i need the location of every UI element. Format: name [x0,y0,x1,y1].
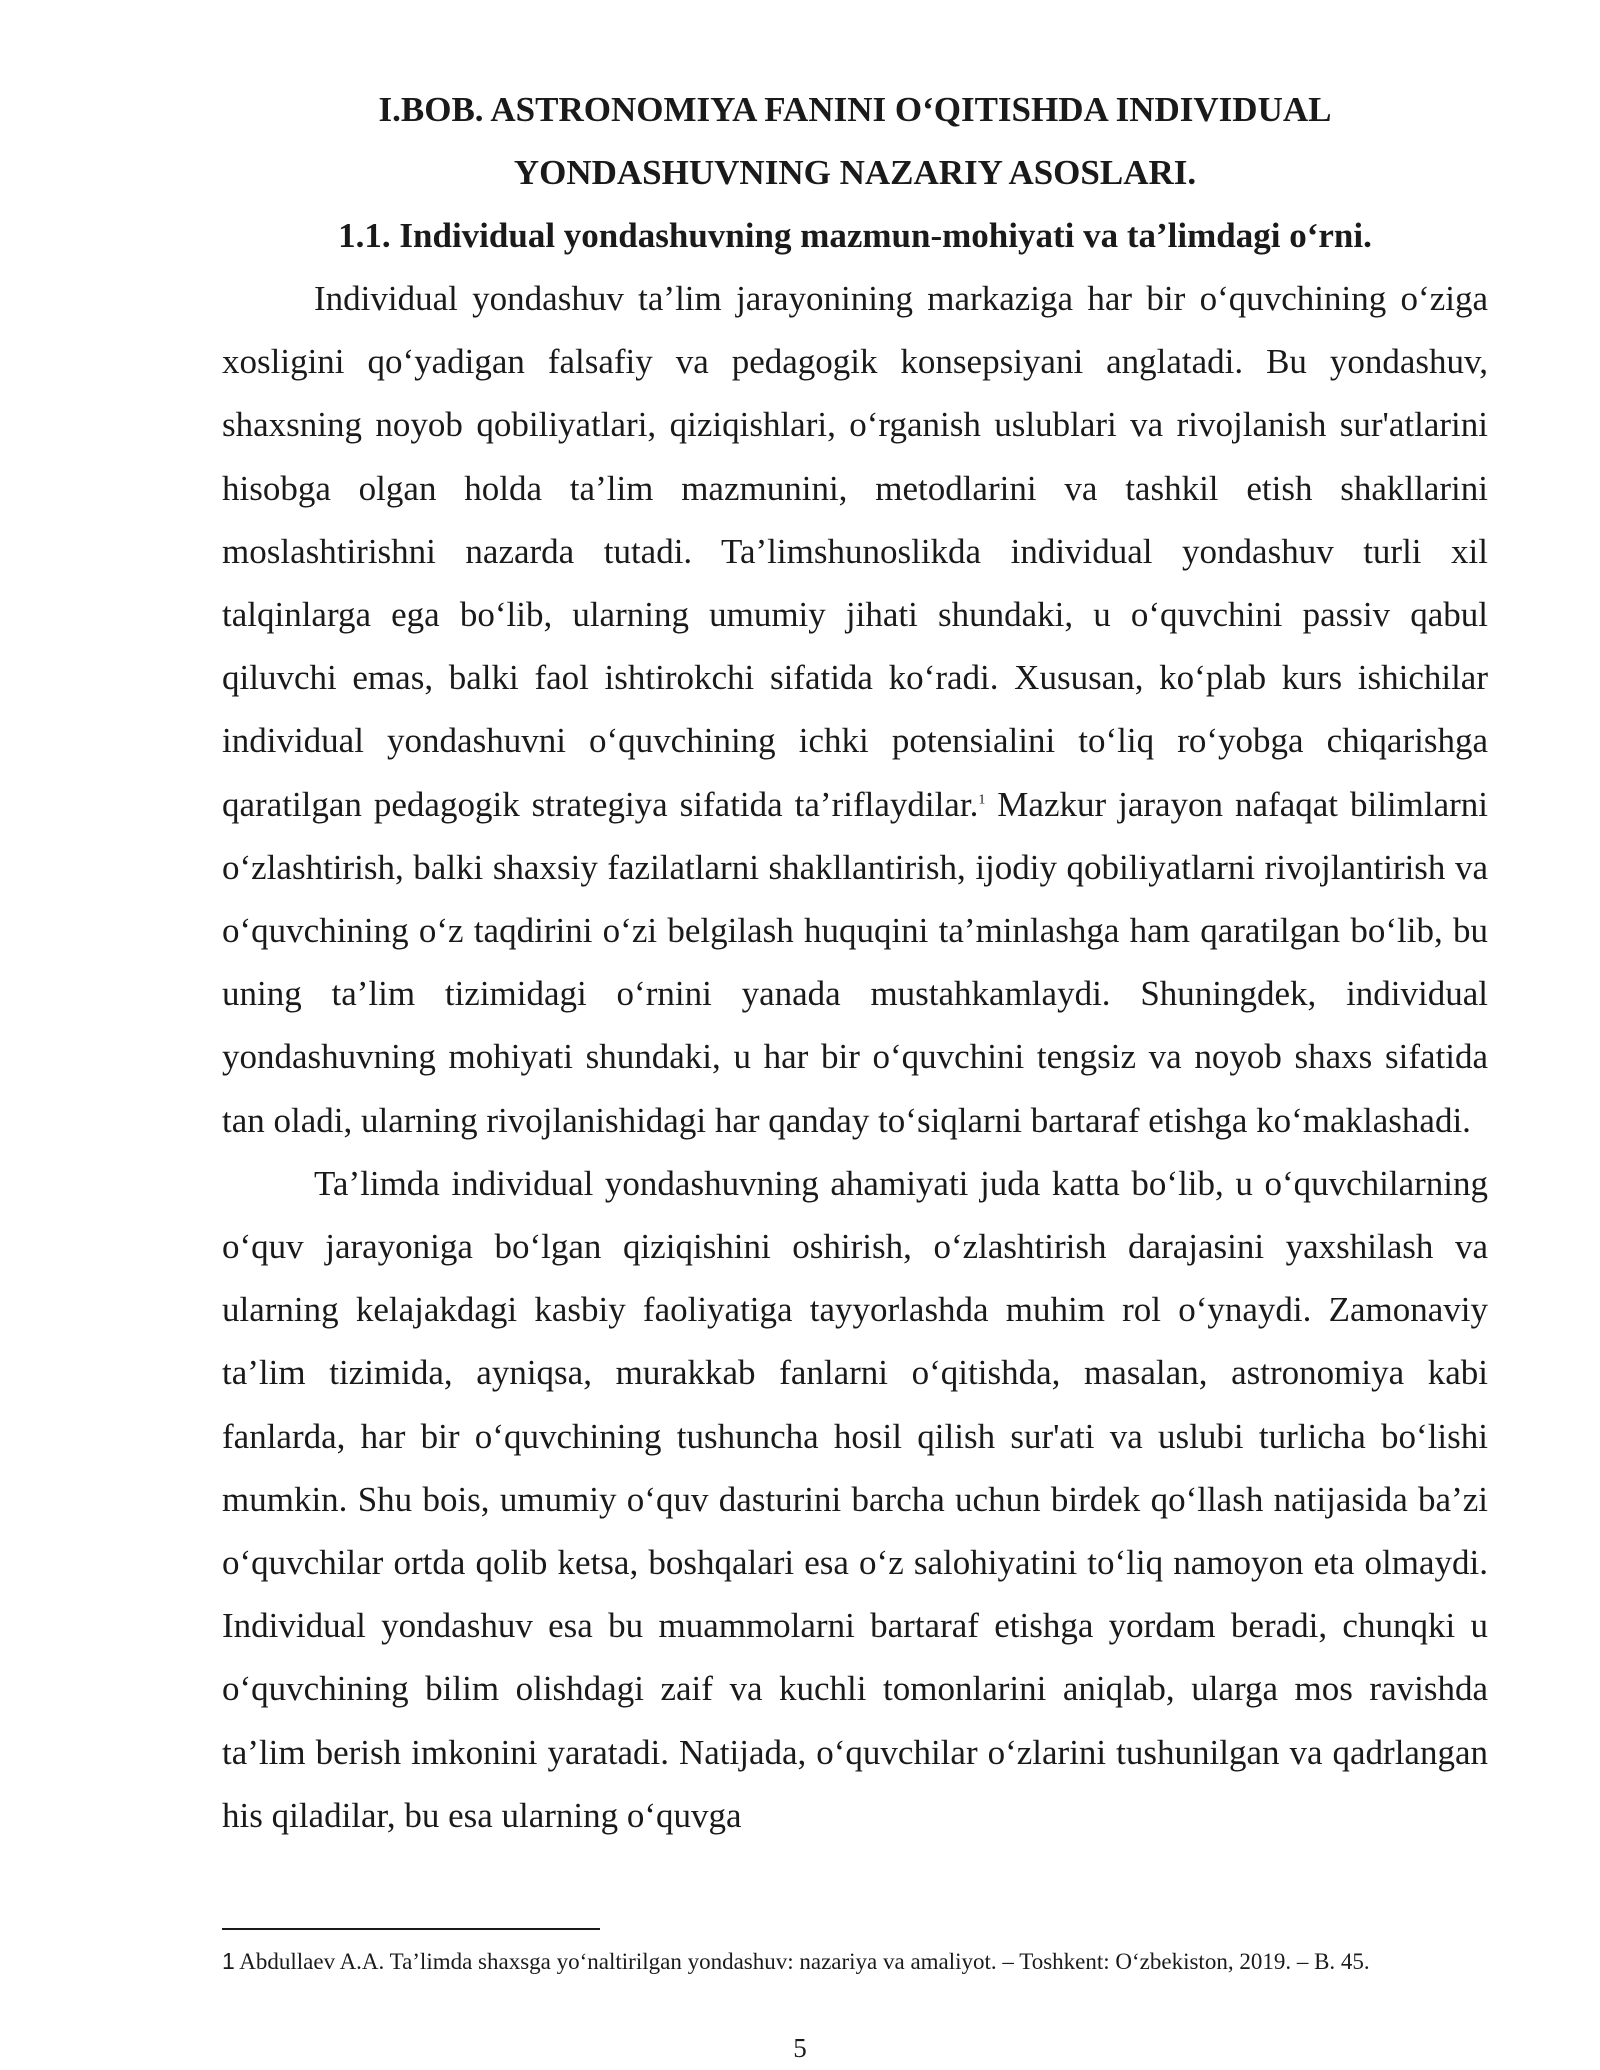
paragraph-1 [222,267,1488,1152]
paragraph-1-text-a: Individual yondashuv ta’lim jarayonining markaziga har bir o‘quvchining o‘ziga xosligini qo‘yadigan falsafiy va pedagogik konsepsiyani anglatadi. Bu yondashuv, shaxsning noyob qobiliyatlari, qiziqishlari, o‘rganish uslublari va rivojlanish sur'atlarini hisobga olgan holda ta’lim mazmunini, metodlarini va tashkil etish shakllarini moslashtirishni nazarda tutadi. Ta’limshunoslikda individual yondashuv turli xil talqinlarga ega bo‘lib, ularning umumiy jihati shundaki, u o‘quvchini passiv qabul qiluvchi emas, balki faol ishtirokchi sifatida ko‘radi. Xususan, ko‘plab kurs ishichilar individual yondashuvni o‘quvchining ichki potensialini to‘liq ro‘yobga chiqarishga qaratilgan pedagogik strategiya sifatida ta’riflaydilar. [222,279,1488,824]
chapter-title-line-1: I.BOB. ASTRONOMIYA FANINI O‘QITISHDA INDIVIDUAL [378,90,1332,129]
footnote-text: Abdullaev A.A. Ta’limda shaxsga yo‘naltirilgan yondashuv: nazariya va amaliyot. – Toshkent: O‘zbekiston, 2019. – B. 45. [234,1949,1370,1974]
footnote-number: 1 [222,1948,235,1974]
page-number: 5 [793,2033,807,2063]
footnote [222,1942,1488,1981]
footnote-reference: 1 [978,791,986,807]
paragraph-2: Ta’limda individual yondashuvning ahamiyati juda katta bo‘lib, u o‘quvchilarning o‘quv jarayoniga bo‘lgan qiziqishini oshirish, o‘zlashtirish darajasini yaxshilash va ularning kelajakdagi kasbiy faoliyatiga tayyorlashda muhim rol o‘ynaydi. Zamonaviy ta’lim tizimida, ayniqsa, murakkab fanlarni o‘qitishda, masalan, astronomiya kabi fanlarda, har bir o‘quvchining tushuncha hosil qilish sur'ati va uslubi turlicha bo‘lishi mumkin. Shu bois, umumiy o‘quv dasturini barcha uchun birdek qo‘llash natijasida ba’zi o‘quvchilar ortda qolib ketsa, boshqalari esa o‘z salohiyatini to‘liq namoyon eta olmaydi. Individual yondashuv esa bu muammolarni bartaraf etishga yordam beradi, chunqki u o‘quvchining bilim olishdagi zaif va kuchli tomonlarini aniqlab, ularga mos ravishda ta’lim berish imkonini yaratadi. Natijada, o‘quvchilar o‘zlarini tushunilgan va qadrlangan his qiladilar, bu esa ularning o‘quvga [222,1163,1488,1835]
paragraph-1-text-b: Mazkur jarayon nafaqat bilimlarni o‘zlashtirish, balki shaxsiy fazilatlarni shakllantirish, ijodiy qobiliyatlarni rivojlantirish va o‘quvchining o‘z taqdirini o‘zi belgilash huquqini ta’minlashga ham qaratilgan bo‘lib, bu uning ta’lim tizimidagi o‘rnini yanada mustahkamlaydi. Shuningdek, individual yondashuvning mohiyati shundaki, u har bir o‘quvchini tengsiz va noyob shaxs sifatida tan oladi, ularning rivojlanishidagi har qanday to‘siqlarni bartaraf etishga ko‘maklashadi. [222,784,1488,1140]
section-title: 1.1. Individual yondashuvning mazmun-mohiyati va ta’limdagi o‘rni. [338,216,1372,255]
footnote-separator [222,1928,600,1930]
document-page [222,78,1488,1847]
chapter-title-line-2: YONDASHUVNING NAZARIY ASOSLARI. [513,153,1197,192]
